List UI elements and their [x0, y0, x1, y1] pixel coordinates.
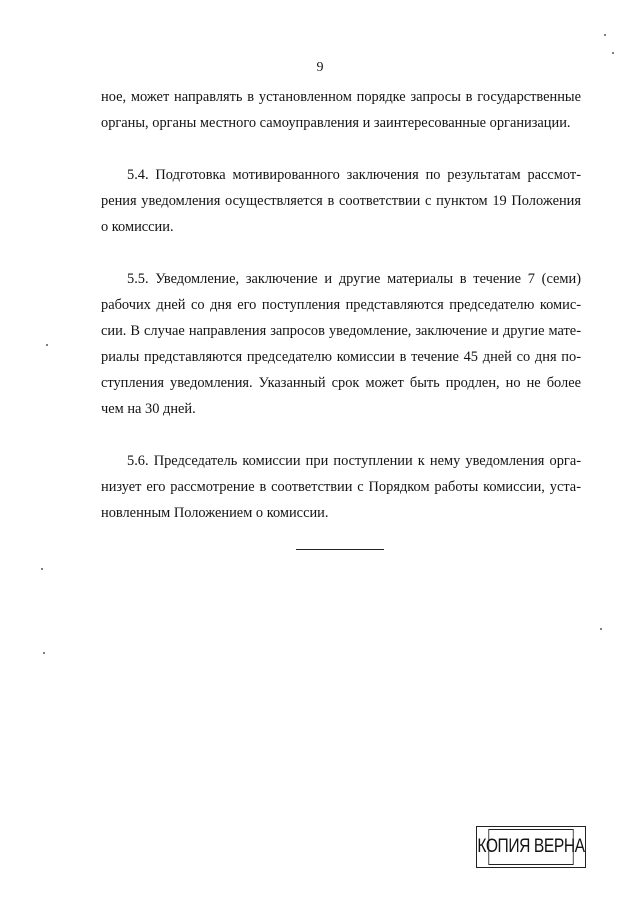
scan-speck	[604, 34, 606, 36]
scan-speck	[600, 628, 602, 630]
text-line: органы, органы местного самоуправления и заинтересованные организации.	[101, 115, 571, 131]
copy-certified-stamp	[476, 826, 586, 868]
paragraph-5-5	[101, 266, 581, 422]
text-line: 5.6. Председатель комиссии при поступлении к нему уведомления орга-	[127, 453, 581, 469]
paragraph-5-6	[101, 448, 581, 526]
text-line: о комиссии.	[101, 219, 174, 235]
scan-speck	[41, 568, 43, 570]
text-line: 5.4. Подготовка мотивированного заключения по результатам рассмот-	[127, 167, 581, 183]
document-body	[101, 84, 581, 526]
text-line: рения уведомления осуществляется в соответствии с пунктом 19 Положения	[101, 193, 581, 209]
text-line: риалы представляются председателю комиссии в течение 45 дней со дня по-	[101, 349, 581, 365]
text-line: ное, может направлять в установленном порядке запросы в государственные	[101, 89, 581, 105]
stamp-text: КОПИЯ ВЕРНА	[488, 829, 573, 865]
page-number: 9	[316, 60, 324, 75]
text-line: 5.5. Уведомление, заключение и другие материалы в течение 7 (семи)	[127, 271, 581, 287]
end-divider-line	[296, 549, 384, 550]
text-line: сии. В случае направления запросов уведомление, заключение и другие мате-	[101, 323, 581, 339]
text-line: рабочих дней со дня его поступления представляются председателю комис-	[101, 297, 581, 313]
text-line: чем на 30 дней.	[101, 401, 196, 417]
scan-speck	[46, 344, 48, 346]
paragraph-5-4	[101, 162, 581, 240]
text-line: ступления уведомления. Указанный срок может быть продлен, но не более	[101, 375, 581, 391]
paragraph-continuation	[101, 84, 581, 136]
scan-speck	[43, 652, 45, 654]
text-line: низует его рассмотрение в соответствии с Порядком работы комиссии, уста-	[101, 479, 581, 495]
text-line: новленным Положением о комиссии.	[101, 505, 329, 521]
scan-speck	[612, 52, 614, 54]
